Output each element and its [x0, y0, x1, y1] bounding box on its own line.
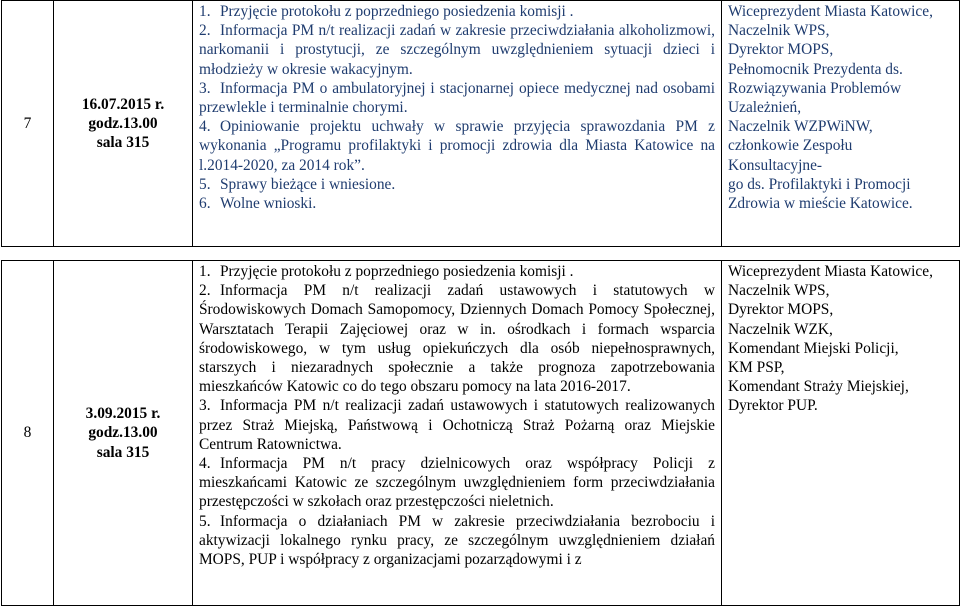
meeting-room: sala 315: [96, 134, 150, 152]
invited-person: go ds. Profilaktyki i Promocji: [728, 175, 911, 193]
invited-person: Dyrektor MOPS,: [728, 41, 834, 59]
agenda-item: 5. Sprawy bieżące i wniesione.: [199, 175, 396, 193]
agenda-item: 4. Informacja PM n/t pracy dzielnicowych oraz współpracy Policji z mieszkańcami Katowic ze szczególnym uwzględnieniem form przeciwdziałania przestępczości w szkołach oraz przestępczości nieletnich.: [199, 455, 715, 511]
agenda-list: [199, 2, 715, 213]
invited-person: Naczelnik WPS,: [728, 282, 830, 300]
invited-person: członkowie Zespołu: [728, 137, 853, 155]
spacer-cell: [2, 247, 960, 261]
invited-person: Pełnomocnik Prezydenta ds.: [728, 60, 903, 78]
invited-person: Naczelnik WPS,: [728, 22, 830, 40]
invited-persons-cell: [722, 261, 960, 606]
invited-person: Komendant Straży Miejskiej,: [728, 378, 909, 396]
agenda-cell: [193, 1, 722, 247]
meeting-date: 16.07.2015 r.: [81, 95, 165, 113]
schedule-table: [1, 0, 960, 606]
agenda-cell: [193, 261, 722, 606]
invited-person: Uzależnień,: [728, 99, 802, 117]
agenda-item: 3. Informacja PM o ambulatoryjnej i stacjonarnej opiece medycznej nad osobami przewlekle i terminalnie chorymi.: [199, 79, 715, 117]
agenda-item: 5. Informacja o działaniach PM w zakresie przeciwdziałania bezrobociu i aktywizacji lokalnego rynku pracy, ze szczególnym uwzględnieniem działań MOPS, PUP i współpracy z organizacjami pozarządowymi i z: [199, 512, 715, 569]
invited-person: Rozwiązywania Problemów: [728, 79, 902, 97]
meeting-time: godz.13.00: [88, 424, 158, 442]
meeting-datetime: [54, 261, 193, 606]
invited-person: Dyrektor PUP.: [728, 397, 818, 415]
agenda-item: 6. Wolne wnioski.: [199, 195, 317, 213]
agenda-item: 4. Opiniowanie projektu uchwały w sprawie przyjęcia sprawozdania PM z wykonania „Programu profilaktyki i promocji zdrowia dla Miasta Katowice na l.2014-2020, za 2014 rok”.: [199, 118, 715, 174]
agenda-item: 1. Przyjęcie protokołu z poprzedniego posiedzenia komisji .: [199, 263, 574, 280]
invited-person: Komendant Miejski Policji,: [728, 339, 899, 357]
meeting-datetime: [54, 1, 193, 247]
agenda-item: 2. Informacja PM n/t realizacji zadań w zakresie przeciwdziałania alkoholizmowi, narkomanii i prostytucji, ze szczególnym uwzględnieniem sytuacji dzieci i młodzieży w okresie wakacyjnym.: [199, 22, 715, 78]
row-number: 8: [2, 261, 54, 606]
meeting-time: godz.13.00: [88, 114, 158, 132]
invited-person: Konsultacyjne-: [728, 156, 823, 174]
invited-person: Naczelnik WZK,: [728, 320, 833, 338]
invited-persons-cell: [722, 1, 960, 247]
table-row: [2, 1, 960, 247]
invited-person: Dyrektor MOPS,: [728, 301, 834, 319]
row-number: 7: [2, 1, 54, 247]
agenda-item: 2. Informacja PM n/t realizacji zadań ustawowych i statutowych w Środowiskowych Domach Samopomocy, Dziennych Domach Pomocy Społecznej, Warsztatach Terapii Zajęciowej oraz w in. ośrodkach i formach wsparcia środowiskowego, w tym usług opiekuńczych dla osób niepełnosprawnych, starszych i niezaradnych społecznie a także prognoza zapotrzebowania mieszkańców Katowic co do tego obszaru pomocy na lata 2016-2017.: [199, 282, 715, 396]
invited-person: KM PSP,: [728, 359, 785, 377]
invited-person: Zdrowia w mieście Katowice.: [728, 195, 913, 213]
row-spacer: [2, 247, 960, 261]
invited-person: Wiceprezydent Miasta Katowice,: [728, 263, 933, 280]
invited-person: Naczelnik WZPWiNW,: [728, 118, 873, 136]
invited-person: Wiceprezydent Miasta Katowice,: [728, 3, 933, 20]
table-row: [2, 261, 960, 606]
meeting-date: 3.09.2015 r.: [85, 405, 161, 423]
meeting-room: sala 315: [96, 443, 150, 461]
agenda-item: 3. Informacja PM n/t realizacji zadań ustawowych i statutowych realizowanych przez Straż Miejską, Państwową i Ochotniczą Straż Pożarną oraz Miejskie Centrum Ratownictwa.: [199, 397, 715, 453]
agenda-list: [199, 262, 715, 569]
agenda-item: 1. Przyjęcie protokołu z poprzedniego posiedzenia komisji .: [199, 3, 574, 20]
